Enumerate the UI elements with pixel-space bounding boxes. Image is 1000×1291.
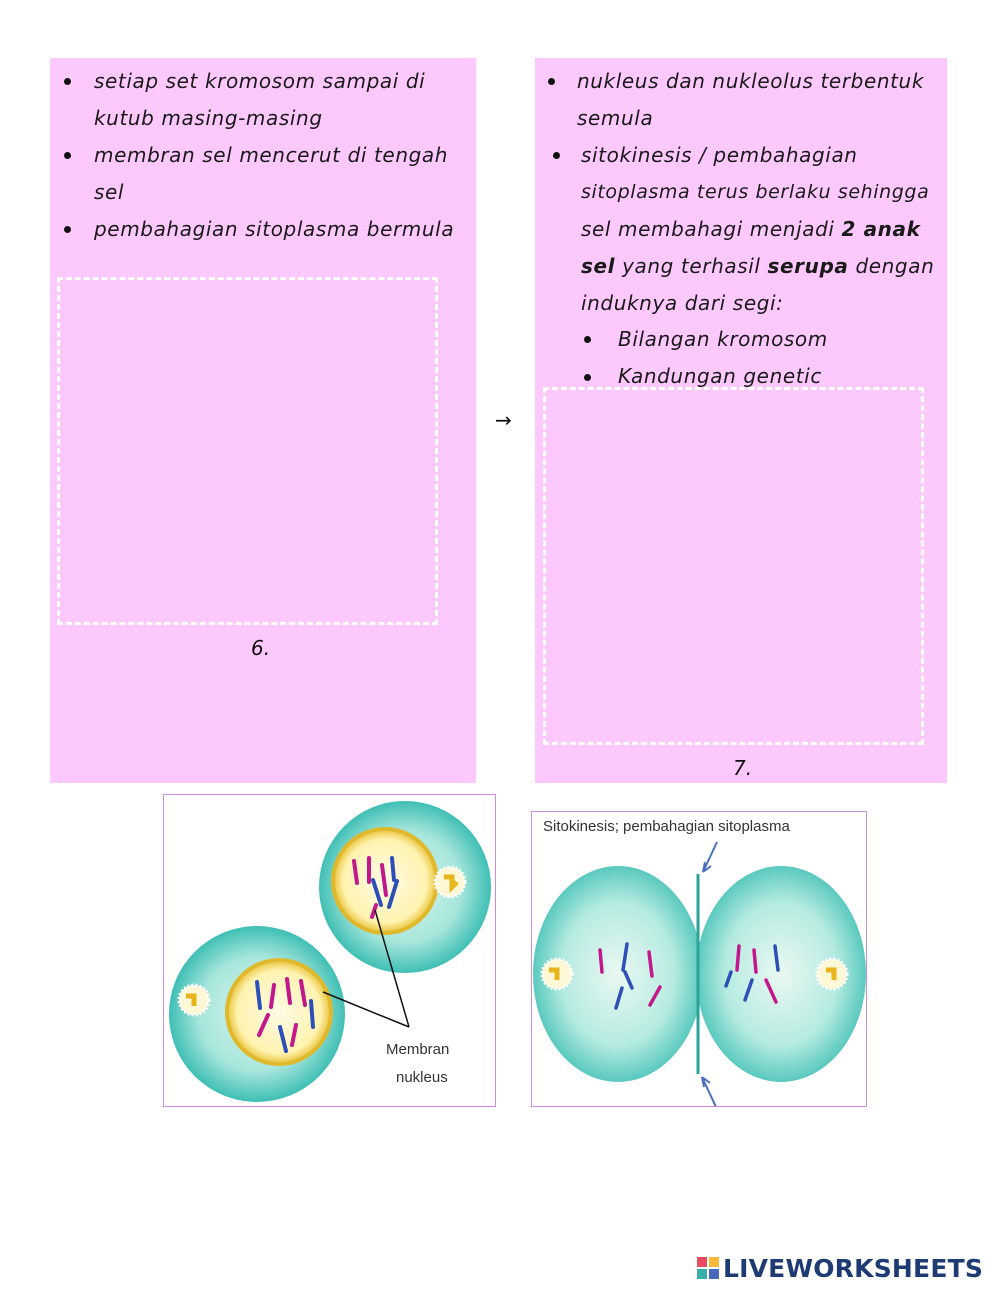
- telophase-illustration: [164, 795, 495, 1106]
- step-6-bullet-1-line-2: kutub masing-masing: [94, 106, 323, 130]
- step-7-sub-bullet-1: Bilangan kromosom: [618, 327, 828, 351]
- liveworksheets-logo: [697, 1253, 983, 1283]
- cytokinesis-figure[interactable]: [531, 811, 867, 1107]
- arrow-right-icon: →: [495, 408, 512, 432]
- step-7-line-6-text-2: dengan: [848, 254, 935, 278]
- step-6-bullet-3: pembahagian sitoplasma bermula: [94, 217, 455, 241]
- step-7-line-6-text: yang terhasil: [615, 254, 768, 278]
- bullet: [64, 78, 71, 85]
- cytokinesis-caption: Sitokinesis; pembahagian sitoplasma: [543, 818, 790, 835]
- step-7-line-7: induknya dari segi:: [581, 291, 784, 315]
- step-7-line-6: [581, 248, 934, 285]
- step-6-drop-zone[interactable]: [57, 277, 438, 625]
- logo-text: LIVEWORKSHEETS: [723, 1253, 984, 1283]
- step-7-line-3: sitokinesis / pembahagian: [581, 143, 858, 167]
- bullet: [553, 152, 560, 159]
- step-7-sub-bullet-2: Kandungan genetic: [618, 364, 822, 388]
- step-6-number: 6.: [251, 636, 271, 660]
- step-7-number: 7.: [733, 756, 753, 780]
- step-7-line-5: [581, 211, 921, 248]
- bullet: [548, 78, 555, 85]
- bullet: [584, 374, 591, 381]
- step-7-line-2: semula: [577, 106, 654, 130]
- nucleus: [227, 960, 331, 1064]
- step-7-line-1: nukleus dan nukleolus terbentuk: [577, 69, 925, 93]
- step-7-line-5-bold: 2 anak: [841, 217, 921, 241]
- bullet: [64, 226, 71, 233]
- cytokinesis-illustration: [532, 812, 866, 1106]
- step-7-line-5-text: sel membahagi menjadi: [581, 217, 842, 241]
- membran-nukleus-label-line-1: Membran: [386, 1041, 450, 1058]
- step-7-line-4: sitoplasma terus berlaku sehingga: [581, 181, 930, 203]
- step-7-line-6-bold-sel: sel: [581, 254, 616, 278]
- logo-mark-icon: [697, 1257, 719, 1279]
- step-6-bullet-2-line-1: membran sel mencerut di tengah: [94, 143, 449, 167]
- step-6-bullet-1-line-1: setiap set kromosom sampai di: [94, 69, 426, 93]
- step-7-drop-zone[interactable]: [543, 387, 924, 745]
- step-6-bullet-2-line-2: sel: [94, 180, 125, 204]
- bullet: [584, 336, 591, 343]
- telophase-figure[interactable]: [163, 794, 496, 1107]
- membran-nukleus-label-line-2: nukleus: [396, 1069, 448, 1086]
- bullet: [64, 152, 71, 159]
- step-7-line-6-bold-serupa: serupa: [767, 254, 849, 278]
